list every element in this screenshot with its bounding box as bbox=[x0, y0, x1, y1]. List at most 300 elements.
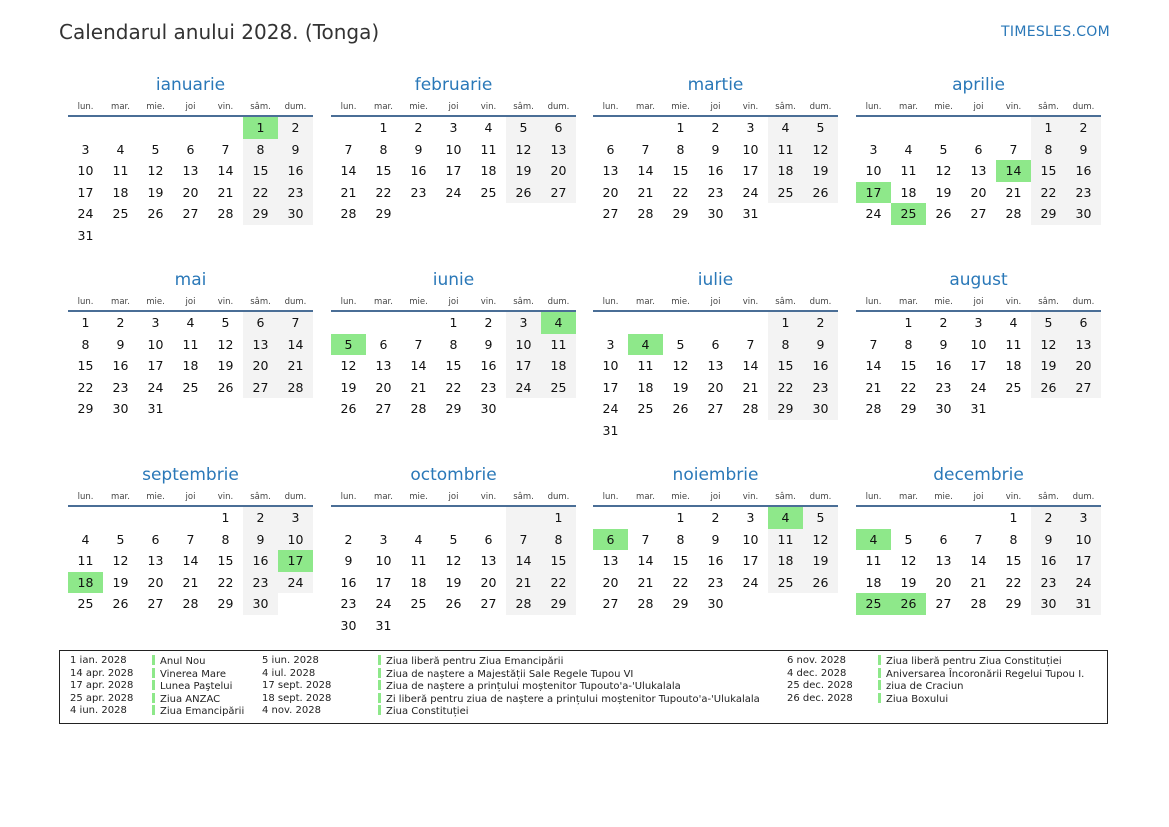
day-cell: 6 bbox=[711, 336, 720, 352]
weekday-header: mar. bbox=[366, 488, 401, 506]
weekday-header: mie. bbox=[401, 293, 436, 311]
day-cell: 16 bbox=[707, 163, 724, 179]
legend-date: 17 apr. 2028 bbox=[70, 680, 134, 692]
day-cell: 10 bbox=[278, 529, 313, 551]
empty-cell bbox=[103, 506, 138, 529]
day-cell: 1 bbox=[768, 311, 803, 334]
empty-cell bbox=[593, 506, 628, 529]
day-cell: 29 bbox=[541, 593, 576, 615]
day-cell: 24 bbox=[506, 377, 541, 399]
day-cell: 9 bbox=[711, 531, 720, 547]
day-cell: 13 bbox=[243, 334, 278, 356]
day-cell: 12 bbox=[340, 358, 357, 374]
weekday-header: sâm. bbox=[243, 488, 278, 506]
day-cell: 25 bbox=[541, 377, 576, 399]
empty-cell bbox=[856, 311, 891, 334]
day-cell: 20 bbox=[480, 574, 497, 590]
day-cell: 20 bbox=[147, 574, 164, 590]
legend-holiday-label: ziua de Craciun bbox=[886, 681, 964, 693]
day-cell: 8 bbox=[1009, 531, 1018, 547]
empty-cell bbox=[68, 116, 103, 139]
day-cell: 12 bbox=[217, 336, 234, 352]
day-cell: 18 bbox=[410, 574, 427, 590]
day-cell: 25 bbox=[768, 572, 803, 594]
day-cell: 3 bbox=[869, 141, 878, 157]
weekday-header: lun. bbox=[856, 98, 891, 116]
day-cell: 27 bbox=[602, 596, 619, 612]
day-cell: 15 bbox=[243, 160, 278, 182]
month-table bbox=[856, 98, 1101, 225]
day-cell: 25 bbox=[77, 596, 94, 612]
day-cell: 30 bbox=[707, 206, 724, 222]
day-cell: 22 bbox=[1005, 574, 1022, 590]
legend-holiday-label: Ziua Boxului bbox=[886, 693, 949, 705]
empty-cell bbox=[733, 593, 768, 615]
day-cell: 1 bbox=[81, 315, 90, 331]
legend-date: 25 dec. 2028 bbox=[787, 680, 853, 692]
holiday-marker-icon bbox=[878, 668, 881, 678]
day-cell: 3 bbox=[746, 510, 755, 526]
day-cell: 18 bbox=[112, 184, 129, 200]
day-cell: 26 bbox=[340, 401, 357, 417]
day-cell: 30 bbox=[278, 203, 313, 225]
legend-holiday-name bbox=[378, 693, 760, 707]
day-cell: 24 bbox=[147, 379, 164, 395]
day-cell: 9 bbox=[803, 334, 838, 356]
day-cell: 19 bbox=[217, 358, 234, 374]
day-cell: 27 bbox=[182, 206, 199, 222]
day-cell: 11 bbox=[637, 358, 654, 374]
day-cell: 15 bbox=[1031, 160, 1066, 182]
weekday-header: dum. bbox=[278, 293, 313, 311]
day-cell: 18 bbox=[182, 358, 199, 374]
day-cell: 8 bbox=[243, 139, 278, 161]
weekday-header: dum. bbox=[1066, 488, 1101, 506]
empty-cell bbox=[593, 116, 628, 139]
empty-cell bbox=[996, 116, 1031, 139]
day-cell: 16 bbox=[1031, 550, 1066, 572]
day-cell: 31 bbox=[742, 206, 759, 222]
weekday-header: sâm. bbox=[768, 293, 803, 311]
legend-date: 4 dec. 2028 bbox=[787, 667, 847, 679]
empty-cell bbox=[541, 398, 576, 420]
day-cell: 9 bbox=[484, 336, 493, 352]
day-cell: 18 bbox=[900, 184, 917, 200]
holiday-day-cell: 25 bbox=[856, 593, 891, 615]
day-cell: 22 bbox=[672, 574, 689, 590]
weekday-header: joi bbox=[961, 293, 996, 311]
day-cell: 10 bbox=[147, 336, 164, 352]
weekday-header: lun. bbox=[856, 293, 891, 311]
page-title: Calendarul anului 2028. (Tonga) bbox=[59, 20, 380, 44]
day-cell: 7 bbox=[641, 141, 650, 157]
day-cell: 7 bbox=[278, 311, 313, 334]
day-cell: 16 bbox=[1066, 160, 1101, 182]
day-cell: 22 bbox=[375, 184, 392, 200]
day-cell: 16 bbox=[243, 550, 278, 572]
day-cell: 22 bbox=[541, 572, 576, 594]
day-cell: 11 bbox=[541, 334, 576, 356]
empty-cell bbox=[331, 506, 366, 529]
day-cell: 8 bbox=[904, 336, 913, 352]
month-mai bbox=[68, 267, 313, 420]
empty-cell bbox=[961, 506, 996, 529]
month-ianuarie bbox=[68, 72, 313, 246]
empty-cell bbox=[138, 506, 173, 529]
day-cell: 2 bbox=[116, 315, 125, 331]
day-cell: 9 bbox=[1031, 529, 1066, 551]
day-cell: 9 bbox=[243, 529, 278, 551]
day-cell: 4 bbox=[484, 120, 493, 136]
day-cell: 11 bbox=[410, 553, 427, 569]
day-cell: 20 bbox=[707, 379, 724, 395]
day-cell: 17 bbox=[970, 358, 987, 374]
day-cell: 5 bbox=[676, 336, 685, 352]
day-cell: 26 bbox=[506, 182, 541, 204]
legend-holiday-label: Ziua liberă pentru Ziua Emancipării bbox=[386, 656, 564, 667]
day-cell: 22 bbox=[900, 379, 917, 395]
day-cell: 11 bbox=[480, 141, 497, 157]
day-cell: 21 bbox=[340, 184, 357, 200]
month-iulie bbox=[593, 267, 838, 441]
empty-cell bbox=[926, 116, 961, 139]
day-cell: 3 bbox=[151, 315, 160, 331]
day-cell: 2 bbox=[711, 510, 720, 526]
day-cell: 31 bbox=[1066, 593, 1101, 615]
day-cell: 25 bbox=[112, 206, 129, 222]
day-cell: 28 bbox=[278, 377, 313, 399]
day-cell: 27 bbox=[970, 206, 987, 222]
weekday-header: mar. bbox=[366, 98, 401, 116]
holiday-day-cell: 1 bbox=[243, 116, 278, 139]
day-cell: 29 bbox=[768, 398, 803, 420]
day-cell: 9 bbox=[278, 139, 313, 161]
day-cell: 27 bbox=[707, 401, 724, 417]
day-cell: 26 bbox=[803, 572, 838, 594]
legend-holiday-label: Ziua liberă pentru Ziua Constituției bbox=[886, 656, 1062, 667]
day-cell: 8 bbox=[768, 334, 803, 356]
weekday-header: dum. bbox=[541, 293, 576, 311]
empty-cell bbox=[541, 615, 576, 637]
day-cell: 14 bbox=[637, 163, 654, 179]
day-cell: 10 bbox=[742, 141, 759, 157]
legend-holiday-name bbox=[878, 668, 1084, 682]
weekday-header: vin. bbox=[996, 488, 1031, 506]
legend-holiday-name bbox=[152, 655, 205, 669]
day-cell: 21 bbox=[1005, 184, 1022, 200]
day-cell: 8 bbox=[449, 336, 458, 352]
day-cell: 4 bbox=[768, 116, 803, 139]
weekday-header: dum. bbox=[803, 98, 838, 116]
empty-cell bbox=[506, 615, 541, 637]
day-cell: 21 bbox=[182, 574, 199, 590]
day-cell: 7 bbox=[869, 336, 878, 352]
empty-cell bbox=[331, 311, 366, 334]
day-cell: 12 bbox=[112, 553, 129, 569]
month-table bbox=[331, 488, 576, 636]
month-name: decembrie bbox=[933, 465, 1024, 485]
legend-date: 1 ian. 2028 bbox=[70, 655, 127, 666]
holiday-day-cell: 6 bbox=[593, 529, 628, 551]
holiday-day-cell: 17 bbox=[856, 182, 891, 204]
day-cell: 2 bbox=[1031, 506, 1066, 529]
day-cell: 30 bbox=[803, 398, 838, 420]
weekday-header: joi bbox=[173, 98, 208, 116]
day-cell: 24 bbox=[278, 572, 313, 594]
legend-holiday-name bbox=[152, 680, 232, 694]
weekday-header: joi bbox=[698, 293, 733, 311]
legend-holiday-label: Ziua Constituției bbox=[386, 706, 469, 718]
day-cell: 6 bbox=[379, 336, 388, 352]
day-cell: 22 bbox=[672, 184, 689, 200]
day-cell: 28 bbox=[410, 401, 427, 417]
day-cell: 2 bbox=[344, 531, 353, 547]
day-cell: 27 bbox=[375, 401, 392, 417]
day-cell: 3 bbox=[1066, 506, 1101, 529]
day-cell: 8 bbox=[676, 531, 685, 547]
empty-cell bbox=[103, 225, 138, 247]
holiday-marker-icon bbox=[152, 693, 155, 703]
day-cell: 7 bbox=[506, 529, 541, 551]
day-cell: 6 bbox=[606, 141, 615, 157]
day-cell: 26 bbox=[935, 206, 952, 222]
holiday-day-cell: 5 bbox=[331, 334, 366, 356]
day-cell: 7 bbox=[641, 531, 650, 547]
weekday-header: lun. bbox=[68, 293, 103, 311]
empty-cell bbox=[506, 398, 541, 420]
day-cell: 15 bbox=[217, 553, 234, 569]
day-cell: 28 bbox=[182, 596, 199, 612]
day-cell: 23 bbox=[935, 379, 952, 395]
day-cell: 30 bbox=[112, 401, 129, 417]
day-cell: 19 bbox=[935, 184, 952, 200]
day-cell: 30 bbox=[935, 401, 952, 417]
empty-cell bbox=[891, 506, 926, 529]
empty-cell bbox=[173, 398, 208, 420]
weekday-header: vin. bbox=[733, 488, 768, 506]
holiday-marker-icon bbox=[152, 705, 155, 715]
weekday-header: joi bbox=[436, 488, 471, 506]
day-cell: 13 bbox=[707, 358, 724, 374]
day-cell: 15 bbox=[541, 550, 576, 572]
weekday-header: dum. bbox=[541, 488, 576, 506]
day-cell: 31 bbox=[375, 617, 392, 633]
day-cell: 16 bbox=[935, 358, 952, 374]
month-name: septembrie bbox=[142, 465, 239, 485]
day-cell: 20 bbox=[243, 355, 278, 377]
day-cell: 23 bbox=[480, 379, 497, 395]
day-cell: 7 bbox=[974, 531, 983, 547]
empty-cell bbox=[401, 203, 436, 225]
day-cell: 10 bbox=[375, 553, 392, 569]
day-cell: 22 bbox=[77, 379, 94, 395]
weekday-header: mie. bbox=[663, 98, 698, 116]
month-name: iunie bbox=[432, 270, 475, 290]
day-cell: 2 bbox=[1066, 116, 1101, 139]
holiday-marker-icon bbox=[378, 668, 381, 678]
day-cell: 2 bbox=[939, 315, 948, 331]
weekday-header: lun. bbox=[68, 488, 103, 506]
month-name: mai bbox=[174, 270, 207, 290]
day-cell: 20 bbox=[182, 184, 199, 200]
legend-holiday-label: Zi liberă pentru ziua de naștere a prințului moștenitor Tupouto'a-'Ulukalala bbox=[386, 693, 760, 705]
day-cell: 26 bbox=[147, 206, 164, 222]
day-cell: 21 bbox=[506, 572, 541, 594]
day-cell: 10 bbox=[506, 334, 541, 356]
day-cell: 23 bbox=[707, 184, 724, 200]
month-table bbox=[593, 293, 838, 441]
weekday-header: dum. bbox=[278, 488, 313, 506]
day-cell: 13 bbox=[480, 553, 497, 569]
day-cell: 31 bbox=[602, 422, 619, 438]
empty-cell bbox=[208, 116, 243, 139]
weekday-header: lun. bbox=[593, 293, 628, 311]
holiday-marker-icon bbox=[378, 705, 381, 715]
day-cell: 2 bbox=[803, 311, 838, 334]
day-cell: 24 bbox=[445, 184, 462, 200]
month-februarie bbox=[331, 72, 576, 225]
day-cell: 1 bbox=[221, 510, 230, 526]
day-cell: 23 bbox=[112, 379, 129, 395]
day-cell: 9 bbox=[116, 336, 125, 352]
empty-cell bbox=[173, 116, 208, 139]
weekday-header: mie. bbox=[401, 488, 436, 506]
day-cell: 29 bbox=[672, 596, 689, 612]
day-cell: 8 bbox=[541, 529, 576, 551]
day-cell: 12 bbox=[147, 163, 164, 179]
weekday-header: dum. bbox=[278, 98, 313, 116]
day-cell: 10 bbox=[742, 531, 759, 547]
holiday-marker-icon bbox=[152, 668, 155, 678]
weekday-header: vin. bbox=[733, 293, 768, 311]
day-cell: 15 bbox=[768, 355, 803, 377]
day-cell: 23 bbox=[1031, 572, 1066, 594]
day-cell: 25 bbox=[410, 596, 427, 612]
empty-cell bbox=[436, 203, 471, 225]
day-cell: 2 bbox=[243, 506, 278, 529]
weekday-header: mar. bbox=[103, 293, 138, 311]
day-cell: 26 bbox=[803, 182, 838, 204]
day-cell: 19 bbox=[147, 184, 164, 200]
day-cell: 14 bbox=[182, 553, 199, 569]
day-cell: 24 bbox=[970, 379, 987, 395]
day-cell: 9 bbox=[711, 141, 720, 157]
empty-cell bbox=[803, 593, 838, 615]
day-cell: 5 bbox=[116, 531, 125, 547]
day-cell: 6 bbox=[1066, 311, 1101, 334]
day-cell: 23 bbox=[1066, 182, 1101, 204]
month-table bbox=[68, 98, 313, 246]
day-cell: 20 bbox=[602, 574, 619, 590]
legend-holiday-label: Ziua de naștere a Majestății Sale Regele Tupou VI bbox=[386, 668, 634, 680]
day-cell: 22 bbox=[445, 379, 462, 395]
day-cell: 23 bbox=[803, 377, 838, 399]
day-cell: 24 bbox=[742, 184, 759, 200]
weekday-header: dum. bbox=[541, 98, 576, 116]
empty-cell bbox=[401, 311, 436, 334]
month-name: octombrie bbox=[410, 465, 497, 485]
month-table bbox=[856, 488, 1101, 615]
day-cell: 27 bbox=[147, 596, 164, 612]
day-cell: 16 bbox=[410, 163, 427, 179]
empty-cell bbox=[698, 311, 733, 334]
day-cell: 30 bbox=[480, 401, 497, 417]
empty-cell bbox=[506, 203, 541, 225]
day-cell: 14 bbox=[278, 334, 313, 356]
empty-cell bbox=[628, 506, 663, 529]
day-cell: 15 bbox=[445, 358, 462, 374]
day-cell: 7 bbox=[186, 531, 195, 547]
day-cell: 30 bbox=[707, 596, 724, 612]
day-cell: 12 bbox=[1031, 334, 1066, 356]
day-cell: 27 bbox=[480, 596, 497, 612]
day-cell: 6 bbox=[243, 311, 278, 334]
empty-cell bbox=[401, 506, 436, 529]
weekday-header: joi bbox=[436, 98, 471, 116]
day-cell: 5 bbox=[151, 141, 160, 157]
day-cell: 15 bbox=[900, 358, 917, 374]
month-table bbox=[68, 488, 313, 615]
day-cell: 13 bbox=[541, 139, 576, 161]
day-cell: 1 bbox=[541, 506, 576, 529]
day-cell: 1 bbox=[904, 315, 913, 331]
weekday-header: mar. bbox=[891, 488, 926, 506]
day-cell: 15 bbox=[77, 358, 94, 374]
day-cell: 14 bbox=[742, 358, 759, 374]
day-cell: 28 bbox=[865, 401, 882, 417]
day-cell: 12 bbox=[900, 553, 917, 569]
legend-holiday-name bbox=[878, 680, 964, 694]
weekday-header: lun. bbox=[593, 98, 628, 116]
weekday-header: lun. bbox=[593, 488, 628, 506]
weekday-header: joi bbox=[961, 488, 996, 506]
weekday-header: joi bbox=[698, 98, 733, 116]
day-cell: 6 bbox=[151, 531, 160, 547]
empty-cell bbox=[593, 311, 628, 334]
empty-cell bbox=[471, 615, 506, 637]
day-cell: 17 bbox=[445, 163, 462, 179]
day-cell: 14 bbox=[970, 553, 987, 569]
empty-cell bbox=[856, 506, 891, 529]
day-cell: 20 bbox=[541, 160, 576, 182]
day-cell: 4 bbox=[904, 141, 913, 157]
day-cell: 21 bbox=[410, 379, 427, 395]
holiday-marker-icon bbox=[878, 693, 881, 703]
month-name: iulie bbox=[697, 270, 734, 290]
day-cell: 23 bbox=[340, 596, 357, 612]
day-cell: 10 bbox=[970, 336, 987, 352]
day-cell: 28 bbox=[217, 206, 234, 222]
day-cell: 17 bbox=[375, 574, 392, 590]
month-table bbox=[68, 293, 313, 420]
day-cell: 19 bbox=[445, 574, 462, 590]
day-cell: 28 bbox=[637, 206, 654, 222]
day-cell: 11 bbox=[900, 163, 917, 179]
month-name: aprilie bbox=[952, 75, 1005, 95]
day-cell: 19 bbox=[803, 550, 838, 572]
legend-date: 4 nov. 2028 bbox=[262, 705, 321, 717]
empty-cell bbox=[471, 506, 506, 529]
day-cell: 1 bbox=[676, 120, 685, 136]
weekday-header: mar. bbox=[628, 293, 663, 311]
day-cell: 23 bbox=[410, 184, 427, 200]
day-cell: 9 bbox=[414, 141, 423, 157]
brand-link[interactable]: TIMESLES.COM bbox=[1001, 24, 1110, 40]
day-cell: 7 bbox=[414, 336, 423, 352]
empty-cell bbox=[68, 506, 103, 529]
day-cell: 7 bbox=[221, 141, 230, 157]
empty-cell bbox=[278, 593, 313, 615]
